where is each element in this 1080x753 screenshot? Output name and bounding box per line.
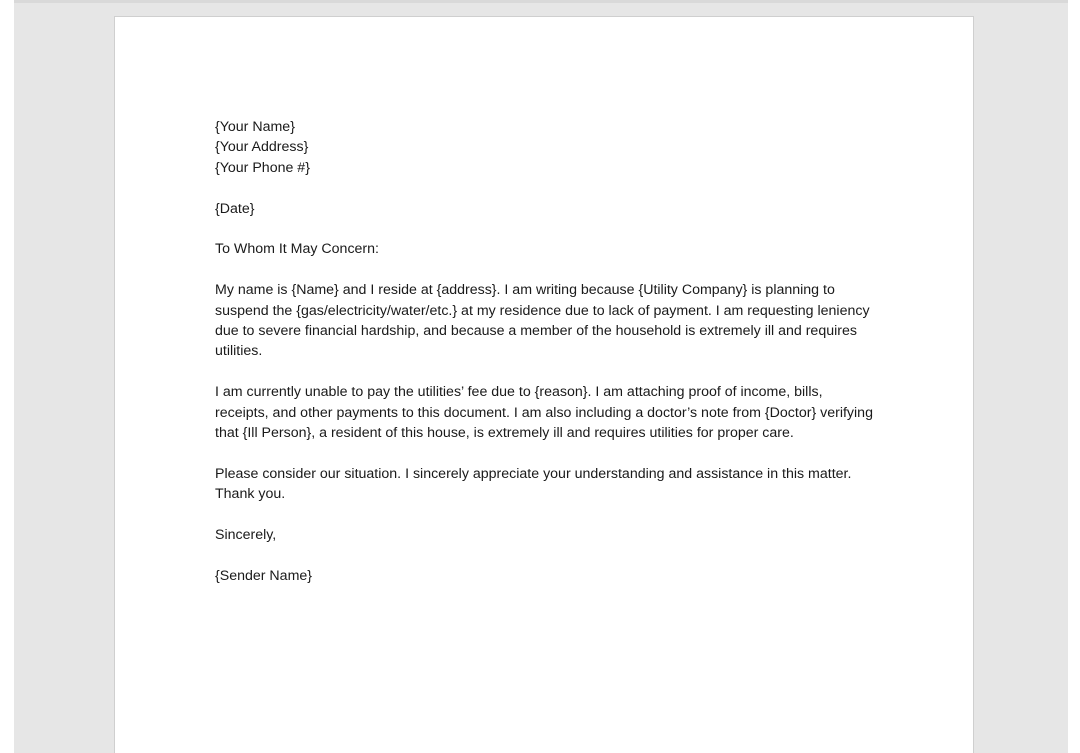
paragraph-hardship: I am currently unable to pay the utilities’ fee due to {reason}. I am attaching proof of income, bills, receipts, and other payments to this document. I am also including a doctor’s note from {Doctor} verifying that {Ill Person}, a resident of this house, is extremely ill and requires utilities for proper care.: [215, 384, 873, 442]
spacer: [215, 443, 875, 463]
paragraph-request: Please consider our situation. I sincerely appreciate your understanding and assistance in this matter. Thank you.: [215, 465, 852, 503]
letter-body[interactable]: [215, 117, 875, 586]
spacer: [215, 260, 875, 280]
sender-name: {Your Name}: [215, 119, 295, 135]
letter-date: {Date}: [215, 200, 255, 217]
closing: Sincerely,: [215, 527, 277, 544]
spacer: [215, 178, 875, 198]
sender-address: {Your Address}: [215, 139, 309, 156]
spacer: [215, 505, 875, 525]
signature: {Sender Name}: [215, 567, 313, 584]
spacer: [215, 362, 875, 382]
paragraph-intro: My name is {Name} and I reside at {address}. I am writing because {Utility Company} is planning to suspend the {gas/electricity/water/etc.} at my residence due to lack of payment. I am requesting leniency due to severe financial hardship, and because a member of the household is extremely ill and requires utilities.: [215, 282, 870, 360]
spacer: [215, 545, 875, 565]
spacer: [215, 219, 875, 239]
sender-phone: {Your Phone #}: [215, 159, 310, 176]
salutation: To Whom It May Concern:: [215, 241, 379, 258]
